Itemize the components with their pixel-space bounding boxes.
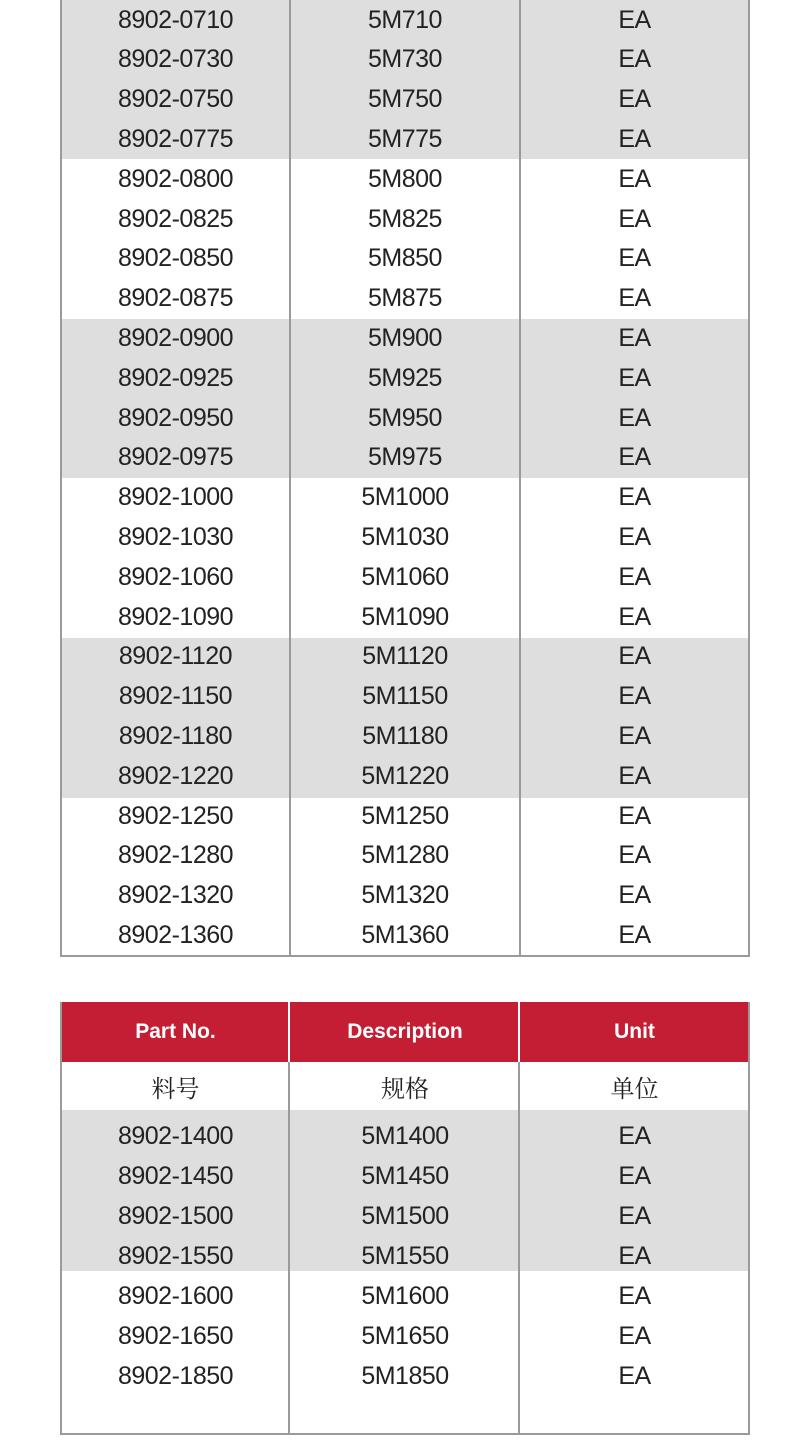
description-cell: 5M1090 (361, 602, 449, 631)
unit-cell: EA (618, 204, 651, 233)
unit-cell: EA (618, 522, 651, 551)
part-number-cell: 8902-1030 (117, 522, 234, 551)
description-cell: 5M750 (368, 85, 442, 114)
table-row (62, 1276, 748, 1316)
description-cell: 5M800 (368, 164, 442, 193)
table-row (62, 279, 748, 319)
parts-table (60, 1002, 750, 1435)
unit-cell: EA (618, 323, 651, 352)
description-cell: 5M1400 (361, 1121, 449, 1150)
table-header (62, 1002, 748, 1062)
header-part-no: Part No. (135, 1020, 216, 1043)
description-cell: 5M925 (368, 363, 442, 392)
table-row (62, 478, 748, 518)
description-cell: 5M775 (368, 124, 442, 153)
description-cell: 5M1060 (361, 562, 449, 591)
unit-cell: EA (618, 1161, 651, 1190)
part-number-cell: 8902-1550 (117, 1241, 234, 1270)
unit-cell: EA (618, 602, 651, 631)
unit-cell: EA (618, 483, 651, 512)
table-row (62, 159, 748, 199)
part-number-cell: 8902-1060 (117, 562, 234, 591)
part-number-cell: 8902-1500 (117, 1201, 234, 1230)
part-number-cell: 8902-0925 (117, 363, 234, 392)
description-cell: 5M1650 (361, 1321, 449, 1350)
table-row (62, 915, 748, 955)
part-number-cell: 8902-0875 (117, 284, 234, 313)
description-cell: 5M1600 (361, 1281, 449, 1310)
table-row (62, 438, 748, 478)
column-divider (519, 0, 521, 955)
unit-cell: EA (618, 124, 651, 153)
part-number-cell: 8902-1360 (117, 920, 234, 949)
table-row (62, 80, 748, 120)
unit-cell: EA (618, 1361, 651, 1390)
table-row (62, 677, 748, 717)
part-number-cell: 8902-0730 (117, 45, 234, 74)
table-row (62, 398, 748, 438)
table-row (62, 557, 748, 597)
part-number-cell: 8902-1650 (117, 1321, 234, 1350)
unit-cell: EA (618, 801, 651, 830)
part-number-cell: 8902-0710 (117, 5, 234, 34)
unit-cell: EA (618, 244, 651, 273)
description-cell: 5M950 (368, 403, 442, 432)
unit-cell: EA (618, 841, 651, 870)
table-row (62, 1236, 748, 1276)
part-number-cell: 8902-1450 (117, 1161, 234, 1190)
unit-cell: EA (618, 164, 651, 193)
table-row (62, 517, 748, 557)
table-row (62, 119, 748, 159)
part-number-cell: 8902-0975 (117, 443, 234, 472)
description-cell: 5M1220 (361, 761, 449, 790)
description-cell: 5M1550 (361, 1241, 449, 1270)
part-number-cell: 8902-0775 (117, 124, 234, 153)
part-number-cell: 8902-1090 (117, 602, 234, 631)
header-divider (518, 1002, 520, 1062)
part-number-cell: 8902-0900 (117, 323, 234, 352)
table-row (62, 1116, 748, 1156)
header-description: Description (347, 1020, 463, 1043)
part-number-cell: 8902-1600 (117, 1281, 234, 1310)
unit-cell: EA (618, 881, 651, 910)
part-number-cell: 8902-1220 (117, 761, 234, 790)
subheader-description: 规格 (381, 1075, 429, 1103)
table-row (62, 358, 748, 398)
description-cell: 5M1450 (361, 1161, 449, 1190)
description-cell: 5M875 (368, 284, 442, 313)
description-cell: 5M1030 (361, 522, 449, 551)
table-subheader (62, 1062, 748, 1110)
unit-cell: EA (618, 562, 651, 591)
description-cell: 5M1850 (361, 1361, 449, 1390)
table-row (62, 796, 748, 836)
part-number-cell: 8902-0750 (117, 85, 234, 114)
unit-cell: EA (618, 1281, 651, 1310)
subheader-part-no: 料号 (151, 1075, 200, 1103)
description-cell: 5M1280 (361, 841, 449, 870)
description-cell: 5M1120 (362, 642, 448, 671)
unit-cell: EA (618, 45, 651, 74)
table-row (62, 1316, 748, 1356)
table-row (62, 876, 748, 916)
unit-cell: EA (618, 85, 651, 114)
table-row (62, 1196, 748, 1236)
description-cell: 5M1000 (361, 483, 449, 512)
part-number-cell: 8902-1180 (118, 721, 233, 750)
table-row (62, 239, 748, 279)
description-cell: 5M730 (368, 45, 442, 74)
column-divider (288, 1062, 290, 1433)
table-row (62, 716, 748, 756)
description-cell: 5M825 (368, 204, 442, 233)
unit-cell: EA (618, 761, 651, 790)
table-row (62, 637, 748, 677)
table-row (62, 318, 748, 358)
description-cell: 5M850 (368, 244, 442, 273)
unit-cell: EA (618, 1201, 651, 1230)
part-number-cell: 8902-1850 (117, 1361, 234, 1390)
description-cell: 5M900 (368, 323, 442, 352)
part-number-cell: 8902-1400 (117, 1121, 234, 1150)
description-cell: 5M975 (368, 443, 442, 472)
unit-cell: EA (618, 1121, 651, 1150)
description-cell: 5M1320 (361, 881, 449, 910)
description-cell: 5M1150 (362, 682, 448, 711)
part-number-cell: 8902-1150 (118, 682, 233, 711)
table-row (62, 1156, 748, 1196)
part-number-cell: 8902-0950 (117, 403, 234, 432)
table-row (62, 1356, 748, 1396)
unit-cell: EA (618, 363, 651, 392)
part-number-cell: 8902-1120 (118, 642, 233, 671)
subheader-unit: 单位 (610, 1075, 659, 1103)
unit-cell: EA (618, 443, 651, 472)
header-unit: Unit (614, 1020, 655, 1043)
part-number-cell: 8902-1000 (117, 483, 234, 512)
unit-cell: EA (618, 403, 651, 432)
table-row (62, 597, 748, 637)
table-row (62, 40, 748, 80)
unit-cell: EA (618, 642, 651, 671)
part-number-cell: 8902-0800 (117, 164, 234, 193)
part-number-cell: 8902-1250 (117, 801, 234, 830)
description-cell: 5M1360 (361, 920, 449, 949)
description-cell: 5M1180 (362, 721, 448, 750)
description-cell: 5M710 (368, 5, 442, 34)
unit-cell: EA (618, 284, 651, 313)
parts-table-continued (60, 0, 750, 957)
description-cell: 5M1500 (361, 1201, 449, 1230)
part-number-cell: 8902-0825 (117, 204, 234, 233)
unit-cell: EA (618, 1321, 651, 1350)
table-row (62, 836, 748, 876)
part-number-cell: 8902-1280 (117, 841, 234, 870)
unit-cell: EA (618, 682, 651, 711)
part-number-cell: 8902-1320 (117, 881, 234, 910)
part-number-cell: 8902-0850 (117, 244, 234, 273)
unit-cell: EA (618, 1241, 651, 1270)
column-divider (289, 0, 291, 955)
table-row (62, 199, 748, 239)
column-divider (518, 1062, 520, 1433)
table-row (62, 756, 748, 796)
description-cell: 5M1250 (361, 801, 449, 830)
unit-cell: EA (618, 721, 651, 750)
table-row (62, 0, 748, 40)
unit-cell: EA (618, 5, 651, 34)
unit-cell: EA (618, 920, 651, 949)
